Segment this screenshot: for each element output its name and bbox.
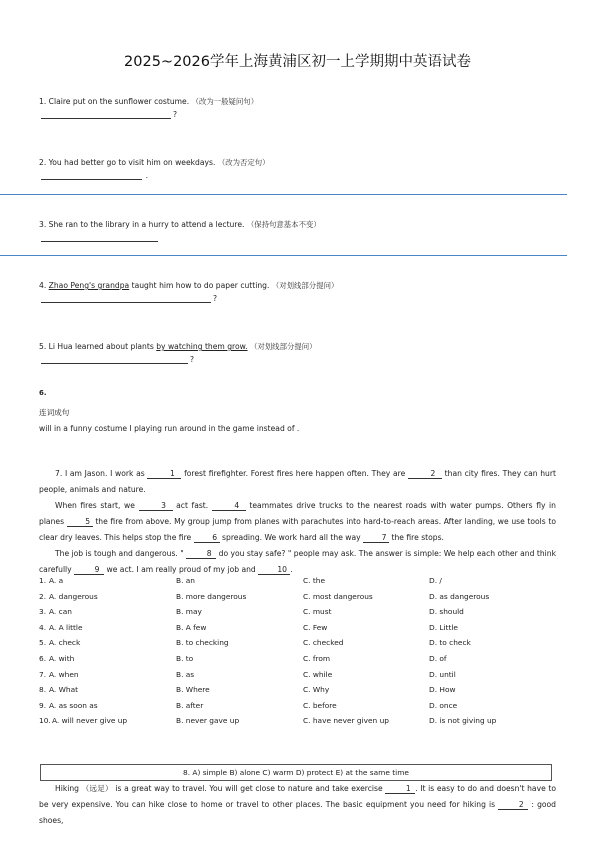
question-6-label: 连词成句 (39, 408, 70, 417)
blank-9[interactable]: 9 (74, 565, 104, 575)
option-b[interactable]: B. to checking (176, 638, 229, 648)
passage-text: the fire stops. (391, 533, 444, 542)
option-number: 2. (39, 591, 47, 601)
hiking-passage (39, 781, 556, 829)
answer-line-1[interactable] (41, 110, 177, 119)
passage-text: forest firefighter. Forest fires here happen often. They are (184, 469, 406, 478)
option-d[interactable]: D. once (429, 700, 458, 710)
question-2 (39, 157, 270, 168)
passage-paragraph-3 (39, 546, 556, 578)
answer-line-4[interactable] (41, 294, 217, 303)
option-c[interactable]: C. Few (303, 622, 328, 632)
cloze-passage (39, 466, 556, 578)
option-d[interactable]: D. How (429, 685, 456, 695)
option-number: 4. (39, 622, 47, 632)
passage-text: . It is easy to do and doesn't have to be (39, 784, 556, 809)
option-b[interactable]: B. to (176, 654, 194, 663)
option-a[interactable]: A. will never give up (52, 716, 128, 726)
question-3-note: （保持句意基本不变） (246, 220, 321, 229)
answer-4-end: ? (212, 294, 217, 303)
blank-2[interactable]: 2 (408, 469, 442, 479)
option-d[interactable]: D. should (429, 607, 464, 617)
option-row (39, 592, 559, 608)
option-number: 6. (39, 654, 47, 663)
answer-line-2[interactable] (41, 171, 148, 180)
option-c[interactable]: C. from (303, 654, 331, 663)
answer-1-end: ? (172, 110, 177, 119)
option-row (39, 607, 559, 623)
answer-line-5[interactable] (41, 355, 194, 364)
option-a[interactable]: A. a (49, 576, 64, 585)
option-row (39, 716, 559, 732)
option-d[interactable]: D. until (429, 669, 456, 679)
option-d[interactable]: D. as dangerous (429, 591, 490, 601)
passage-text: very expensive. You can hike close to home or travel to other places. The basic equipment you need for hiking is (51, 800, 496, 809)
answer-5-end: ? (189, 355, 194, 364)
option-c[interactable]: C. Why (303, 685, 330, 695)
passage-text: The job is tough and dangerous. " (55, 549, 184, 558)
option-row (39, 654, 559, 670)
blank-5[interactable]: 5 (67, 517, 93, 527)
option-c[interactable]: C. most dangerous (303, 591, 373, 601)
question-5-note: （对划线部分提问） (250, 342, 317, 351)
passage-text: When fires start, we (55, 501, 135, 510)
blank-8[interactable]: 8 (186, 549, 216, 559)
question-1-text: 1. Claire put on the sunflower costume. (39, 97, 190, 106)
question-5 (39, 341, 317, 352)
answer-2-end: . (145, 171, 148, 180)
option-number: 1. (39, 576, 47, 585)
blank-6[interactable]: 6 (194, 533, 220, 543)
question-4-underlined: Zhao Peng's grandpa (48, 281, 130, 290)
option-c[interactable]: C. while (303, 669, 333, 679)
option-c[interactable]: C. have never given up (303, 716, 389, 726)
question-4-rest: taught him how to do paper cutting. (131, 281, 270, 290)
word-box: 8. A) simple B) alone C) warm D) protect E) at the same time (40, 764, 552, 781)
option-number: 9. (39, 700, 47, 710)
option-a[interactable]: A. A little (49, 622, 83, 632)
option-c[interactable]: C. before (303, 700, 337, 710)
question-1 (39, 96, 258, 107)
page-title: 2025~2026学年上海黄浦区初一上学期期中英语试卷 (124, 54, 471, 70)
option-a[interactable]: A. dangerous (49, 591, 98, 601)
question-6-words: will in a funny costume I playing run around in the game instead of . (39, 424, 300, 433)
passage-text: teammates drive trucks to the nearest roads with water pumps. Others fly in (249, 501, 556, 510)
blank-7[interactable]: 7 (363, 533, 389, 543)
passage-text: carefully (39, 565, 72, 574)
question-6-number: 6. (39, 389, 47, 397)
option-d[interactable]: D. Little (429, 622, 458, 632)
option-a[interactable]: A. when (49, 669, 79, 679)
option-b[interactable]: B. A few (176, 622, 207, 632)
question-4-note: （对划线部分提问） (271, 281, 339, 290)
question-2-note: （改为否定句） (217, 158, 270, 167)
blank-10[interactable]: 10 (258, 565, 290, 575)
passage-text: : good shoes, (39, 800, 556, 825)
passage-text: planes (39, 517, 65, 526)
blank-3[interactable]: 3 (139, 501, 173, 511)
option-a[interactable]: A. What (49, 685, 79, 695)
passage-paragraph-2 (39, 498, 556, 546)
answer-line-3[interactable] (41, 233, 158, 242)
option-number: 8. (39, 685, 47, 695)
option-c[interactable]: C. must (303, 607, 332, 617)
hiking-blank-2[interactable]: 2 (498, 800, 528, 810)
option-number: 7. (39, 669, 47, 679)
option-row (39, 670, 559, 686)
option-number: 10. (39, 716, 51, 726)
option-b[interactable]: B. an (176, 576, 195, 585)
passage-text: we act. I am really proud of my job and (106, 565, 256, 574)
passage-text: the fire from above. My group jump from planes with parachutes into hard-to-reach areas. After landing, we use tools to (95, 517, 556, 526)
passage-text: act fast. (176, 501, 209, 510)
passage-paragraph-1 (39, 466, 556, 498)
hiking-paragraph (39, 781, 556, 829)
option-row (39, 685, 559, 701)
option-d[interactable]: D. / (429, 576, 442, 585)
option-number: 5. (39, 638, 47, 648)
question-3 (39, 219, 321, 230)
option-row (39, 623, 559, 639)
option-c[interactable]: C. the (303, 576, 325, 585)
option-a[interactable]: A. with (49, 654, 75, 663)
passage-text: . (290, 565, 293, 574)
question-2-text: 2. You had better go to visit him on weekdays. (39, 158, 216, 167)
hiking-blank-1[interactable]: 1 (385, 784, 415, 794)
passage-text: 7. I am Jason. I work as (55, 469, 145, 478)
option-b[interactable]: B. may (176, 607, 202, 617)
blank-4[interactable]: 4 (212, 501, 246, 511)
question-3-text: 3. She ran to the library in a hurry to attend a lecture. (39, 220, 245, 229)
passage-text: people, animals and nature. (39, 485, 146, 494)
option-row (39, 701, 559, 717)
option-c[interactable]: C. checked (303, 638, 344, 648)
option-b[interactable]: B. never gave up (176, 716, 240, 726)
question-1-note: （改为一般疑问句） (191, 97, 259, 106)
option-d[interactable]: D. to check (429, 638, 471, 648)
passage-text: do you stay safe? " people may ask. The answer is simple: We help each other and think (218, 549, 556, 558)
question-5-underlined: by watching them grow. (156, 342, 248, 351)
option-b[interactable]: B. after (176, 700, 204, 710)
passage-text: than city fires. They can hurt (444, 469, 556, 478)
option-a[interactable]: A. can (49, 607, 72, 617)
option-a[interactable]: A. check (49, 638, 81, 648)
question-4-num: 4. (39, 281, 47, 290)
option-d[interactable]: D. is not giving up (429, 716, 497, 726)
option-d[interactable]: D. of (429, 654, 447, 663)
section-divider (0, 194, 567, 195)
passage-text: clear dry leaves. This helps stop the fire (39, 533, 192, 542)
option-a[interactable]: A. as soon as (49, 700, 98, 710)
blank-1[interactable]: 1 (147, 469, 181, 479)
option-number: 3. (39, 607, 47, 617)
option-b[interactable]: B. more dangerous (176, 591, 247, 601)
option-b[interactable]: B. as (176, 669, 195, 679)
option-row (39, 638, 559, 654)
option-row (39, 576, 559, 592)
question-4 (39, 280, 338, 291)
passage-text: spreading. We work hard all the way (222, 533, 361, 542)
question-5-pre: 5. Li Hua learned about plants (39, 342, 154, 351)
option-b[interactable]: B. Where (176, 685, 210, 695)
passage-text: Hiking （远足） is a great way to travel. You will get close to nature and take exercise (55, 784, 383, 793)
section-divider (0, 255, 567, 256)
